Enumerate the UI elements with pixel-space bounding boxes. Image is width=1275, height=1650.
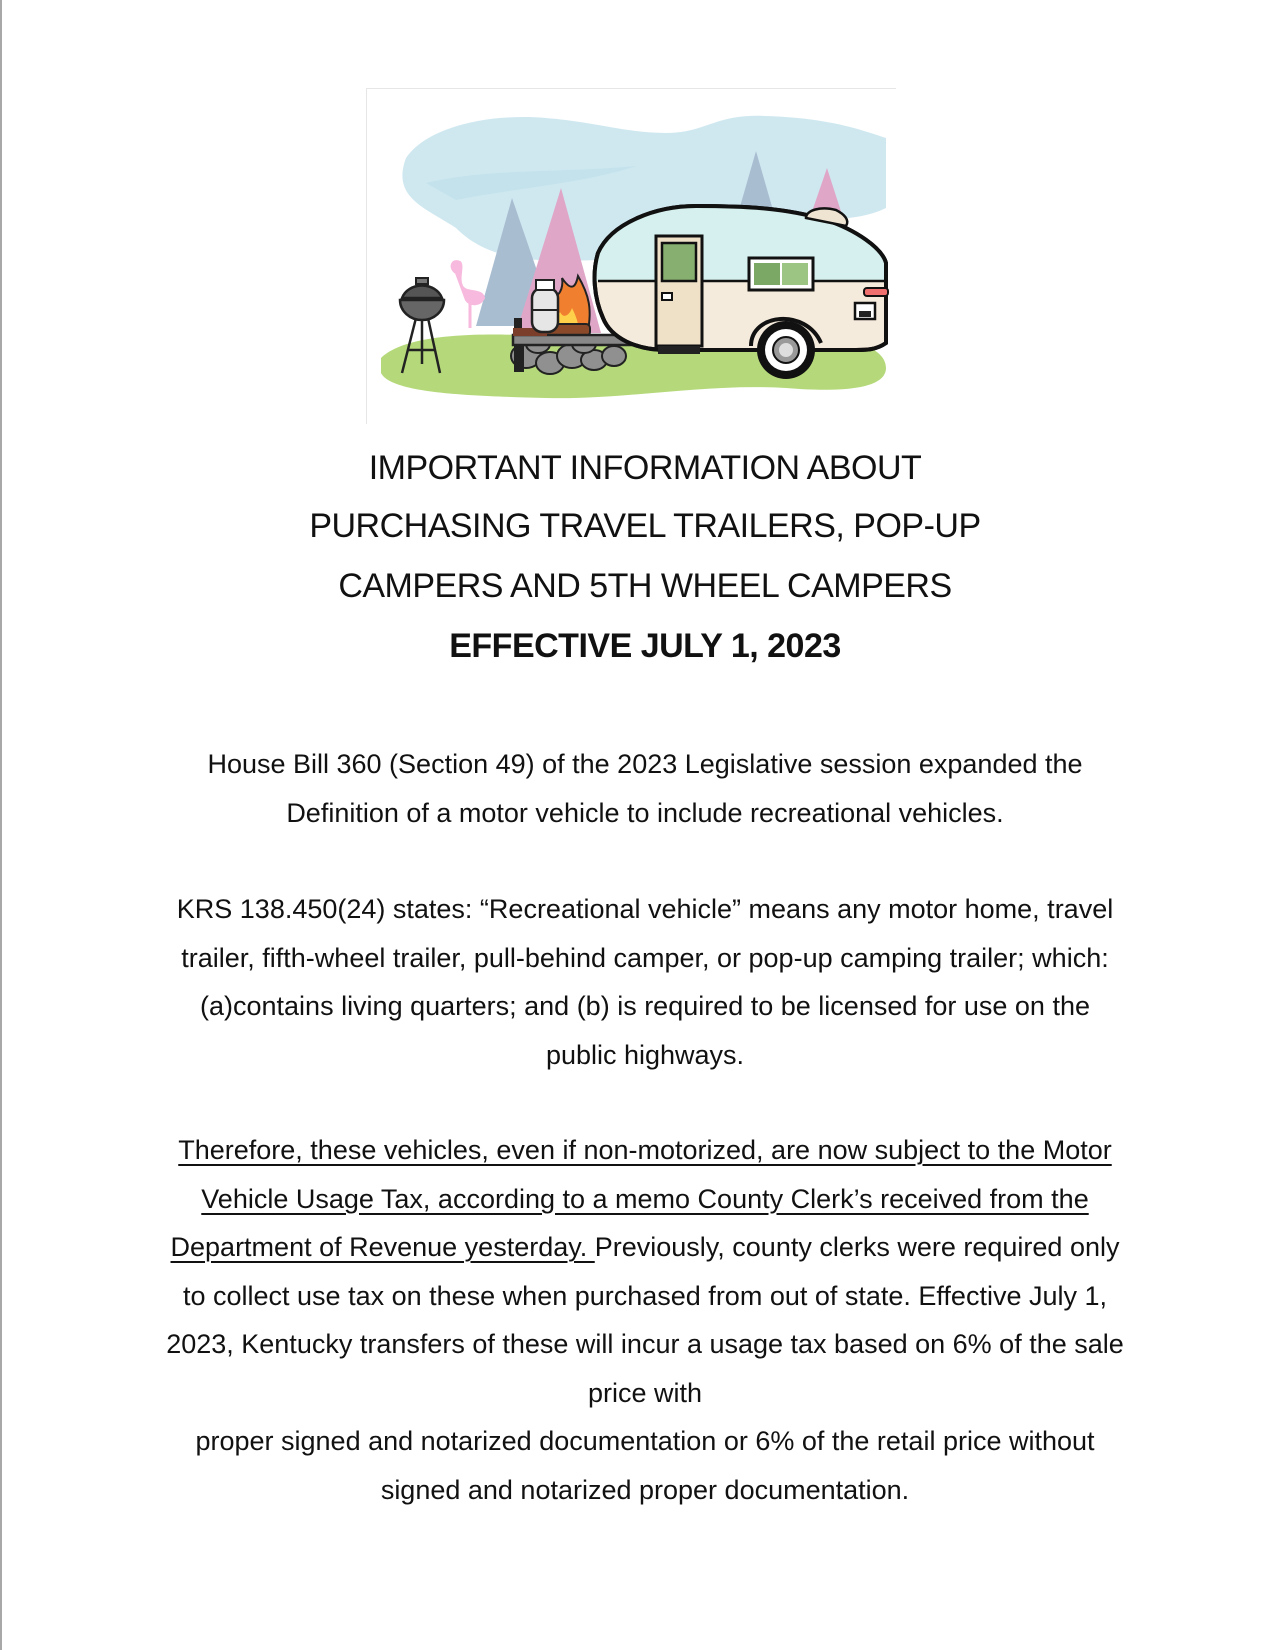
paragraph-line-underlined — [100, 1175, 1190, 1224]
paragraph-line: (a)contains living quarters; and (b) is required to be licensed for use on the — [200, 991, 1090, 1021]
paragraph-house-bill — [100, 740, 1190, 837]
page-left-border — [0, 0, 2, 1650]
paragraph-usage-tax — [100, 1126, 1190, 1514]
effective-date-heading: EFFECTIVE JULY 1, 2023 — [449, 627, 841, 665]
paragraph-line: price with — [587, 1377, 703, 1408]
paragraph-krs-definition — [100, 885, 1190, 1079]
document-title — [0, 438, 1275, 676]
paragraph-line: House Bill 360 (Section 49) of the 2023 Legislative session expanded the — [207, 749, 1083, 779]
title-line-1: IMPORTANT INFORMATION ABOUT — [368, 449, 922, 487]
paragraph-line: proper signed and notarized documentation or 6% of the retail price without — [195, 1426, 1095, 1456]
paragraph-line: public highways. — [545, 1039, 745, 1070]
paragraph-line-mixed — [100, 1223, 1190, 1272]
underlined-text: Therefore, these vehicles, even if non-motorized, are now subject to the Motor — [178, 1135, 1112, 1165]
title-line-3: CAMPERS AND 5TH WHEEL CAMPERS — [338, 567, 952, 605]
plain-text: Previously, county clerks were required only — [594, 1232, 1120, 1262]
paragraph-line: Definition of a motor vehicle to include recreational vehicles. — [286, 797, 1004, 828]
underlined-text: Department of Revenue yesterday. — [170, 1232, 595, 1262]
paragraph-line-underlined — [100, 1126, 1190, 1175]
paragraph-line: KRS 138.450(24) states: “Recreational vehicle” means any motor home, travel — [176, 894, 1114, 924]
paragraph-line: to collect use tax on these when purchased from out of state. Effective July 1, — [182, 1280, 1107, 1311]
title-line-2: PURCHASING TRAVEL TRAILERS, POP-UP — [309, 507, 981, 545]
camper-trailer-campsite-illustration — [366, 88, 896, 424]
paragraph-line: trailer, fifth-wheel trailer, pull-behind camper, or pop-up camping trailer; which: — [181, 942, 1109, 973]
paragraph-line: 2023, Kentucky transfers of these will incur a usage tax based on 6% of the sale — [166, 1329, 1124, 1359]
underlined-text: Vehicle Usage Tax, according to a memo County Clerk’s received from the — [201, 1183, 1089, 1214]
paragraph-line: signed and notarized proper documentation. — [380, 1474, 910, 1505]
